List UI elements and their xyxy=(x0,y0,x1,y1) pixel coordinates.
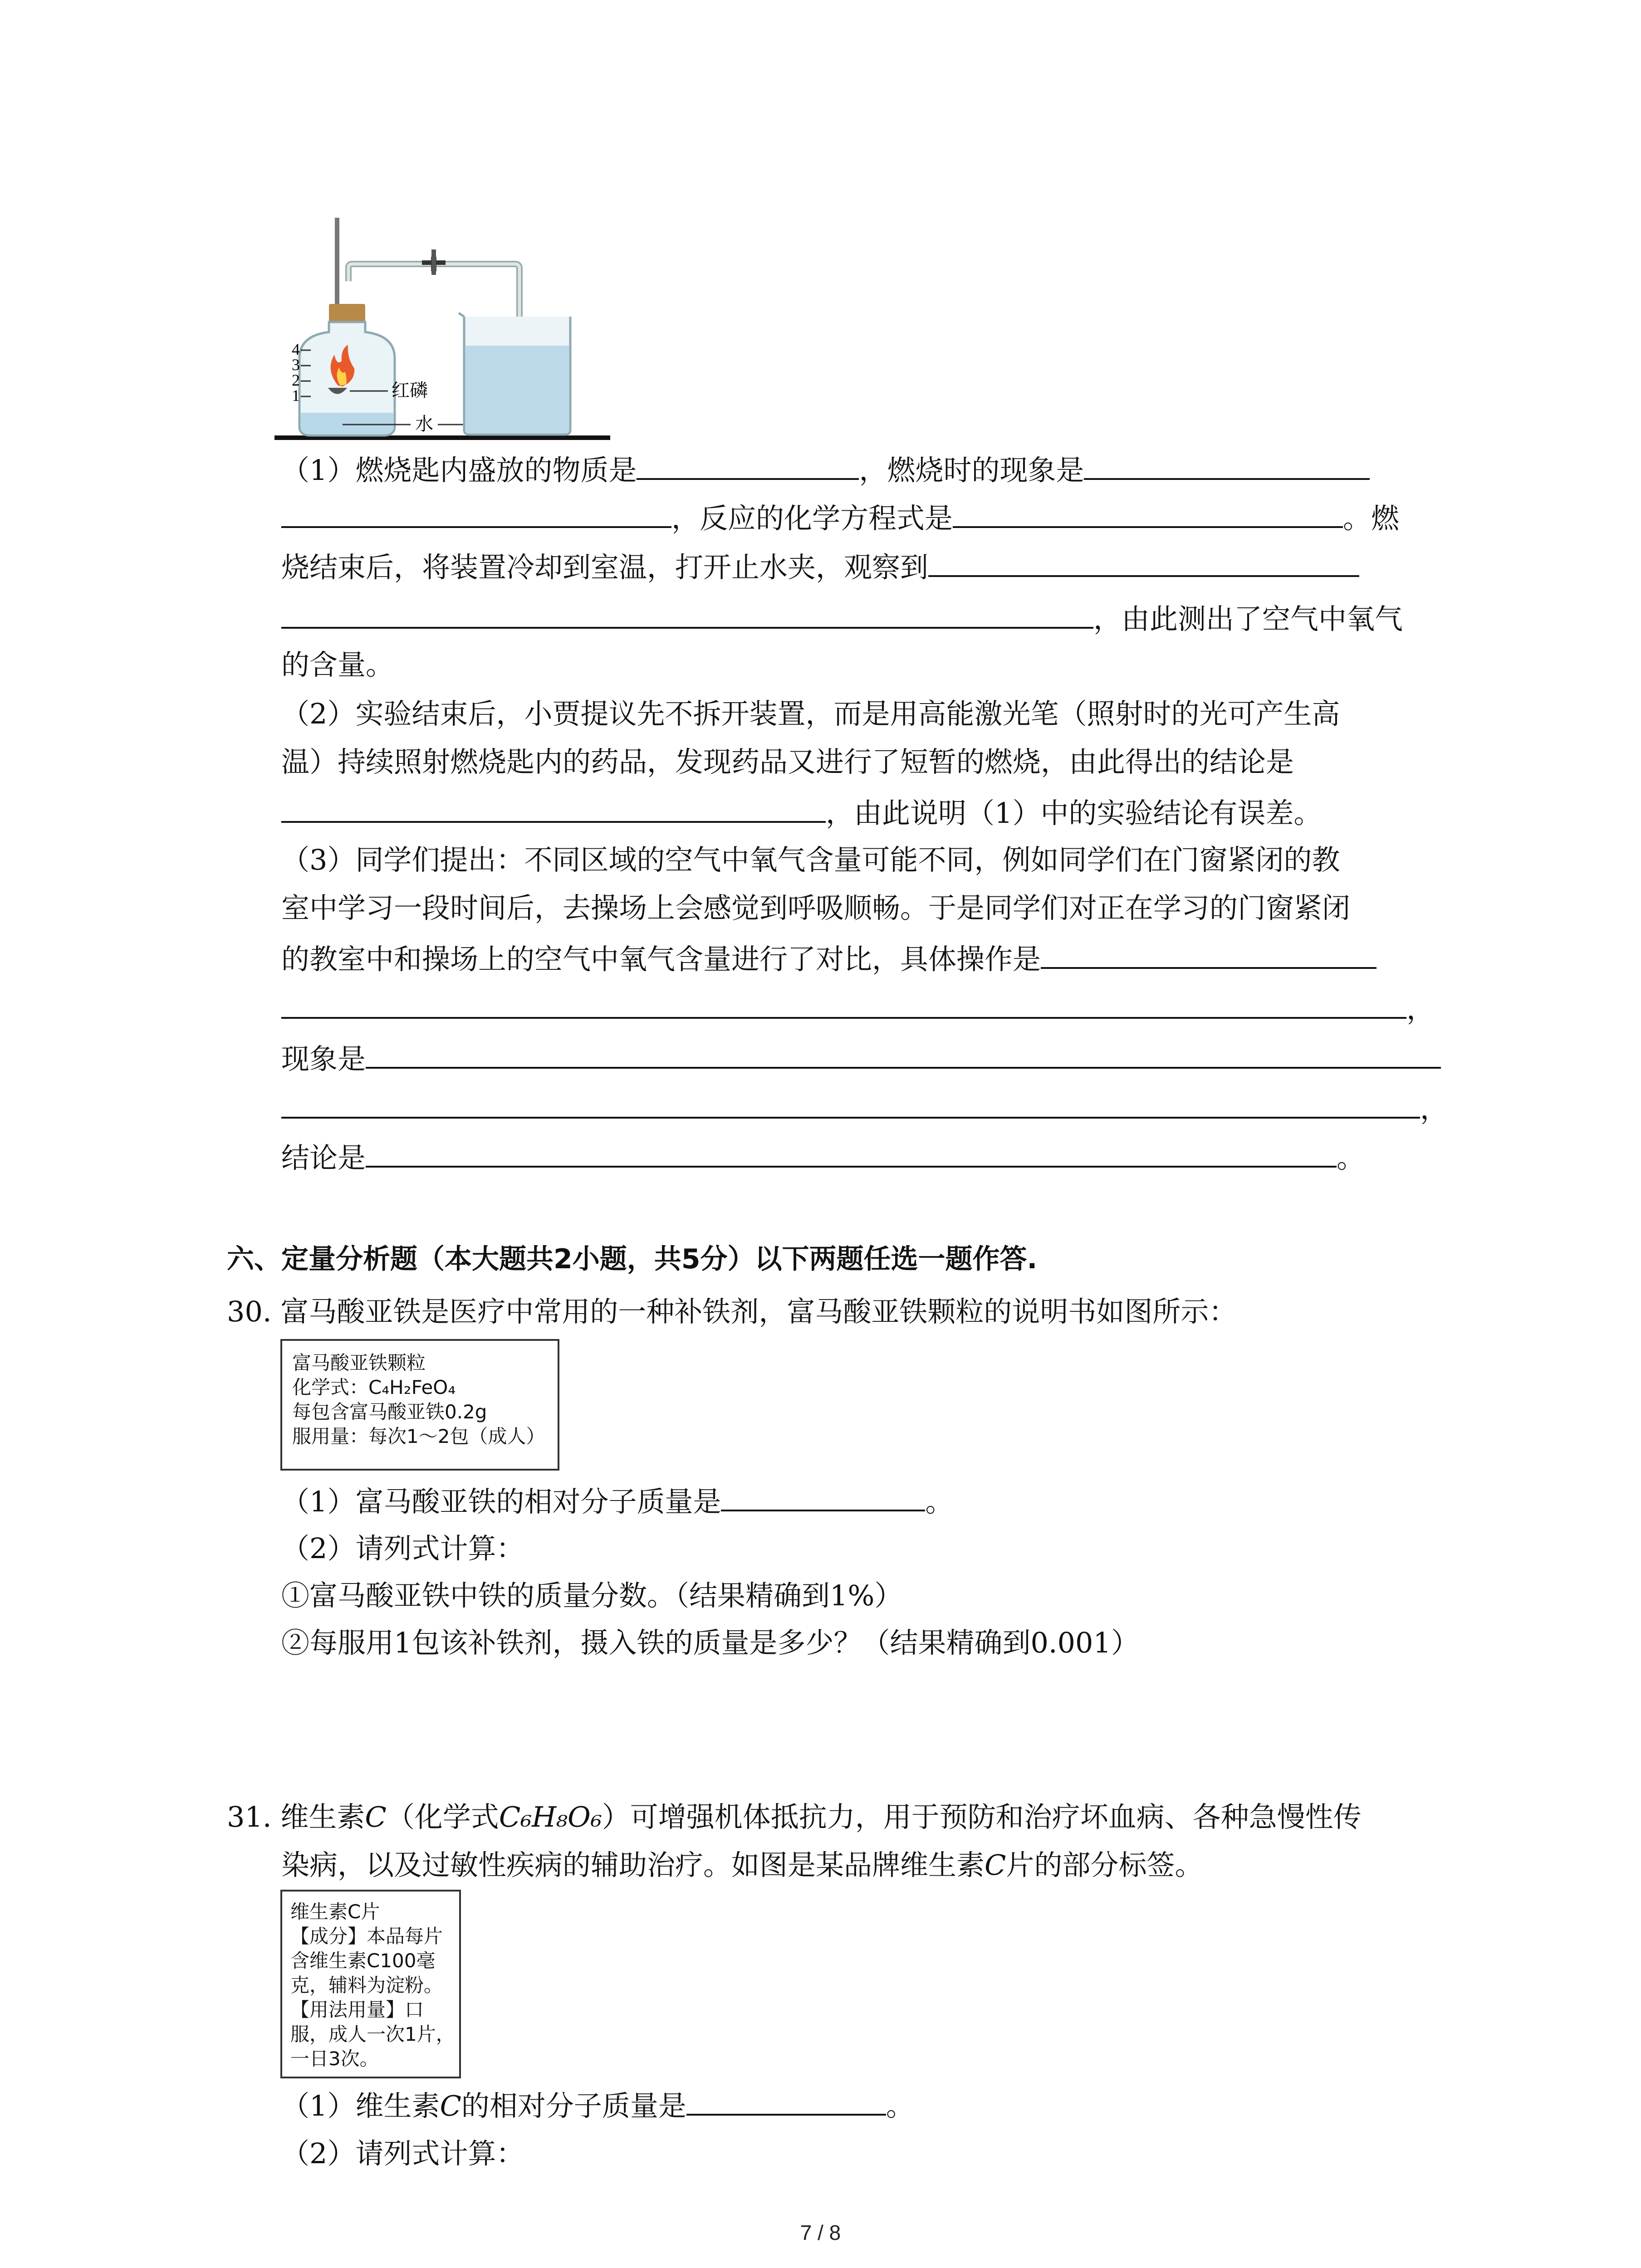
q29-p3-line5 xyxy=(281,1039,1441,1077)
q29-p2-line1 xyxy=(281,696,1340,732)
q29-p2-a: （2）实验结束后，小贾提议先不拆开装置，而是用高能激光笔（照射时的光可产生高 xyxy=(281,697,1340,730)
q30-s2-ii xyxy=(281,1625,1139,1661)
q30-s1 xyxy=(281,1481,953,1520)
q31-vitamin-c-3: C xyxy=(440,2089,461,2122)
q31-stem-a: 维生素 xyxy=(280,1800,365,1833)
q31-label-line: 服，成人一次1片， xyxy=(290,2023,455,2045)
q30-s1-text: （1）富马酸亚铁的相对分子质量是 xyxy=(281,1485,721,1518)
q29-p1-g: 的含量。 xyxy=(281,648,394,681)
section-heading-text: 六、定量分析题（本大题共2小题，共5分）以下两题任选一题作答. xyxy=(227,1243,1038,1275)
q29-p3-c: 的教室中和操场上的空气中氧气含量进行了对比，具体操作是 xyxy=(281,943,1041,976)
q31-stem-d: ）可增强机体抵抗力，用于预防和治疗坏血病、各种急慢性传 xyxy=(602,1800,1362,1833)
q29-p3-conclusion-label: 结论是 xyxy=(281,1141,366,1174)
answer-blank-operation[interactable] xyxy=(1041,939,1376,969)
answer-blank-equation[interactable] xyxy=(953,498,1343,528)
q30-label-line: 每包含富马酸亚铁0.2g xyxy=(292,1401,487,1423)
scale-label-2: 2 xyxy=(292,371,300,389)
q29-p2-c: ，由此说明（1）中的实验结论有误差。 xyxy=(826,797,1322,830)
label-water: 水 xyxy=(415,414,433,435)
q29-p1-line3 xyxy=(281,547,1359,586)
q31-stem-b: （化学式 xyxy=(386,1800,499,1833)
q29-p3-line1 xyxy=(281,842,1340,878)
answer-blank-final-conclusion[interactable] xyxy=(366,1138,1337,1168)
q29-p1-b: ，燃烧时的现象是 xyxy=(859,454,1084,487)
q31-s1-a: （1）维生素 xyxy=(281,2089,440,2122)
q29-p2-line2 xyxy=(281,744,1294,780)
q31-vitamin-c: C xyxy=(365,1800,387,1833)
q31-s1-end: 。 xyxy=(886,2089,914,2122)
q29-p1-e: 烧结束后，将装置冷却到室温，打开止水夹，观察到 xyxy=(281,551,929,584)
q29-p3-end: 。 xyxy=(1337,1141,1365,1174)
q31-s1-b: 的相对分子质量是 xyxy=(461,2089,686,2122)
q30-s2-text: （2）请列式计算： xyxy=(281,1532,524,1565)
q29-p3-line6 xyxy=(281,1089,1448,1127)
answer-blank-observation[interactable] xyxy=(928,547,1359,577)
q31-label-line: 【成分】本品每片 xyxy=(290,1925,443,1947)
q29-p1-line5 xyxy=(281,647,394,683)
q29-p1-d: 。燃 xyxy=(1343,502,1400,535)
q29-p1-line1 xyxy=(281,450,1370,489)
q31-number: 31. xyxy=(227,1800,272,1833)
scale-label-4: 4 xyxy=(292,340,300,358)
q29-p3-comma2: ， xyxy=(1420,1092,1449,1125)
q31-label-line: 含维生素C100毫 xyxy=(290,1950,436,1972)
q29-p1-line4 xyxy=(281,599,1403,637)
q31-s1 xyxy=(281,2086,914,2124)
q30-s2 xyxy=(281,1530,524,1567)
q30-stem xyxy=(227,1294,1237,1330)
q31-formula: C₆H₈O₆ xyxy=(499,1800,602,1833)
q30-s2-i xyxy=(281,1578,902,1614)
scale-label-1: 1 xyxy=(292,386,300,405)
q29-p2-b: 温）持续照射燃烧匙内的药品，发现药品又进行了短暂的燃烧，由此得出的结论是 xyxy=(281,745,1294,778)
q29-p1-c: ，反应的化学方程式是 xyxy=(671,502,953,535)
q30-label-line: 服用量：每次1～2包（成人） xyxy=(292,1425,545,1447)
q30-s2-i-text: ①富马酸亚铁中铁的质量分数。（结果精确到1%） xyxy=(281,1579,903,1612)
q29-p3-line3 xyxy=(281,939,1376,978)
q31-stem2-a: 染病，以及过敏性疾病的辅助治疗。如图是某品牌维生素 xyxy=(281,1848,985,1882)
answer-blank-q30-mass[interactable] xyxy=(721,1481,925,1511)
q31-label-line: 克，辅料为淀粉。 xyxy=(290,1974,443,1996)
q29-p3-line4 xyxy=(281,989,1435,1027)
q29-p3-a: （3）同学们提出：不同区域的空气中氧气含量可能不同，例如同学们在门窗紧闭的教 xyxy=(281,843,1340,876)
q31-s2-text: （2）请列式计算： xyxy=(281,2137,524,2170)
page-number: 7 / 8 xyxy=(800,2221,841,2244)
q31-label-line: 一日3次。 xyxy=(290,2048,379,2070)
q29-p3-comma1: ， xyxy=(1406,992,1435,1026)
q29-p3-line7 xyxy=(281,1138,1365,1176)
q31-vitamin-c-2: C xyxy=(985,1848,1006,1882)
q30-s1-end: 。 xyxy=(925,1485,954,1518)
q30-label-line: 化学式：C₄H₂FeO₄ xyxy=(292,1376,456,1398)
answer-blank-conclusion[interactable] xyxy=(281,793,826,823)
section-heading xyxy=(227,1241,1037,1277)
q29-p3-line2 xyxy=(281,890,1350,926)
q31-s2 xyxy=(281,2136,524,2172)
q30-label-line: 富马酸亚铁颗粒 xyxy=(292,1352,426,1374)
answer-blank-phenomenon[interactable] xyxy=(1084,450,1370,480)
q31-stem2-b: 片的部分标签。 xyxy=(1006,1848,1203,1882)
answer-blank-substance[interactable] xyxy=(637,450,859,480)
water-clamp xyxy=(422,249,446,275)
label-red-phosphorus: 红磷 xyxy=(392,380,428,401)
q29-p2-line3 xyxy=(281,793,1322,831)
stopper xyxy=(329,304,365,323)
q30-s2-ii-text: ②每服用1包该补铁剂，摄入铁的质量是多少？（结果精确到0.001） xyxy=(281,1626,1139,1659)
answer-blank-phenomenon-cont[interactable] xyxy=(281,498,671,528)
q29-p1-line2 xyxy=(281,498,1399,537)
q31-stem-line1 xyxy=(227,1799,1362,1835)
apparatus-figure xyxy=(274,213,619,449)
scale-label-3: 3 xyxy=(292,356,300,374)
q30-stem-text: 富马酸亚铁是医疗中常用的一种补铁剂，富马酸亚铁颗粒的说明书如图所示： xyxy=(280,1295,1237,1328)
q29-p3-b: 室中学习一段时间后，去操场上会感觉到呼吸顺畅。于是同学们对正在学习的门窗紧闭 xyxy=(281,891,1351,924)
q31-label-line: 维生素C片 xyxy=(290,1901,380,1923)
q31-label-line: 【用法用量】口 xyxy=(290,1999,424,2021)
answer-blank-phenomenon-obs[interactable] xyxy=(366,1039,1441,1069)
q31-stem-line2 xyxy=(281,1847,1203,1883)
q29-p3-phenomenon-label: 现象是 xyxy=(281,1042,366,1075)
answer-blank-observation-cont[interactable] xyxy=(281,599,1093,629)
q31-label-box xyxy=(280,1890,461,2078)
q30-label-box xyxy=(280,1339,559,1471)
answer-blank-phenomenon-obs-cont[interactable] xyxy=(281,1089,1420,1119)
q30-number: 30. xyxy=(227,1295,272,1328)
answer-blank-operation-cont[interactable] xyxy=(281,989,1406,1019)
answer-blank-q31-mass[interactable] xyxy=(686,2086,886,2116)
q29-p1-a: （1）燃烧匙内盛放的物质是 xyxy=(281,454,637,487)
q29-p1-f: ，由此测出了空气中氧气 xyxy=(1093,602,1403,635)
